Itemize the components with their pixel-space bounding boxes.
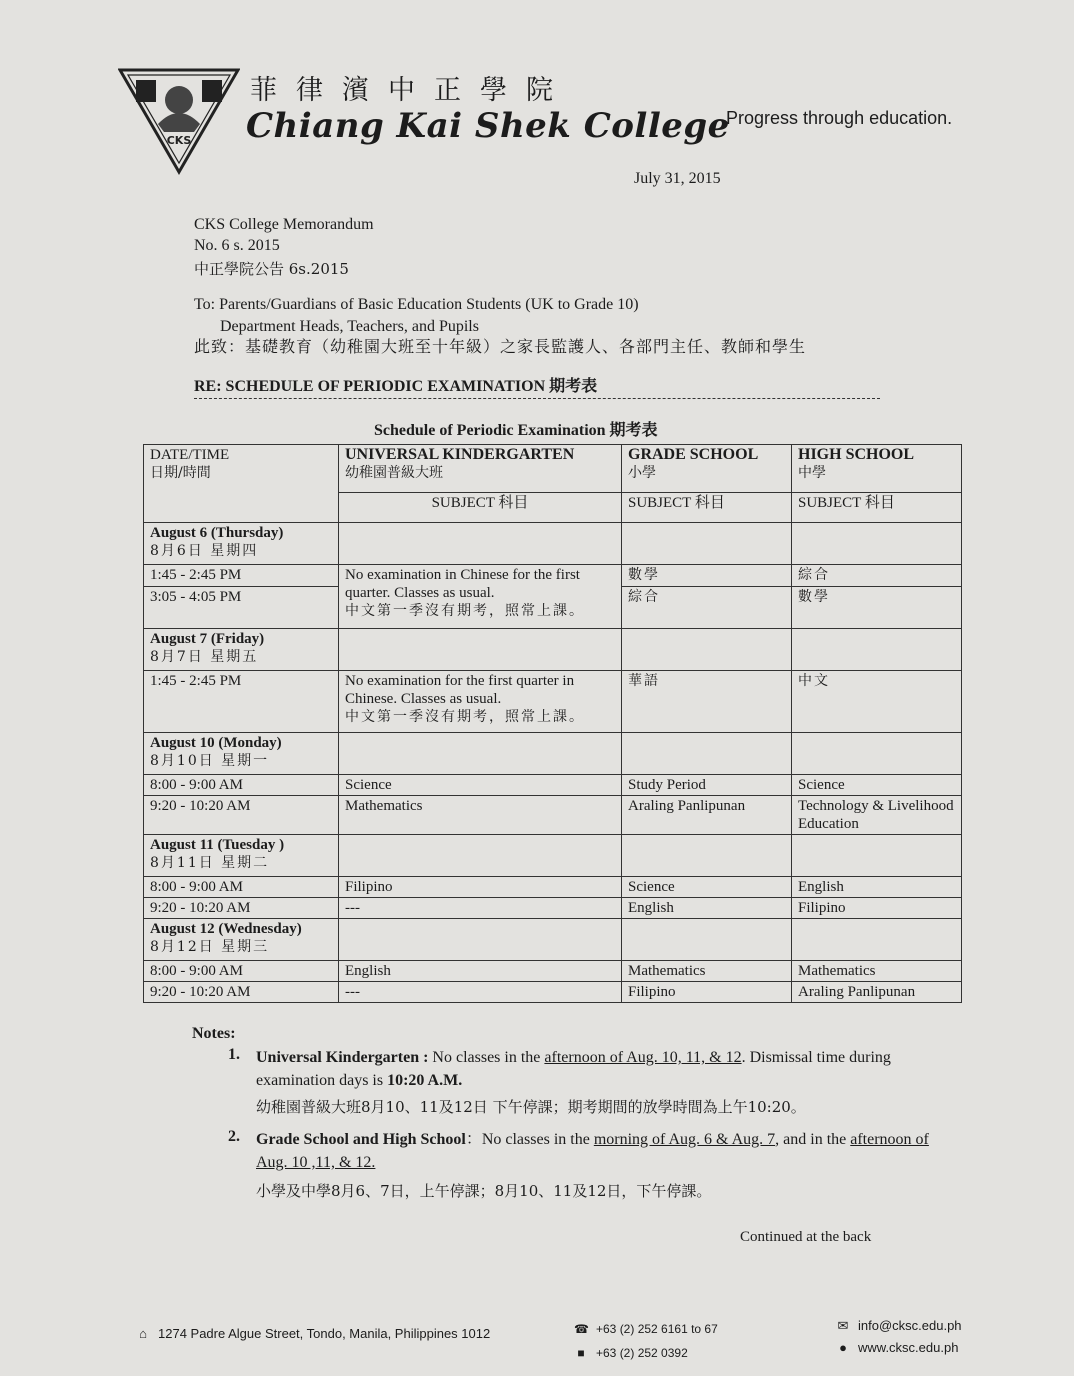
- day-cell: [144, 523, 339, 565]
- subject-cell: Filipino: [339, 877, 622, 898]
- day-label: August 6 (Thursday): [150, 525, 284, 541]
- header-gs-label-cn: 小學: [628, 465, 656, 481]
- header-hs: [792, 445, 962, 493]
- subject-cell: Science: [792, 775, 962, 796]
- table-row: [144, 898, 962, 919]
- table-row: [144, 565, 962, 587]
- exam-schedule-table: [143, 444, 962, 1003]
- header-gs-label: GRADE SCHOOL: [628, 446, 759, 463]
- footer-address-text: 1274 Padre Algue Street, Tondo, Manila, Philippines 1012: [158, 1326, 491, 1341]
- subject-divider: [194, 398, 880, 399]
- header-date-label: DATE/TIME: [150, 447, 230, 463]
- table-row: [144, 523, 962, 565]
- day-label-cn: 8月6日 星期四: [150, 543, 259, 559]
- day-label: August 10 (Monday): [150, 735, 282, 751]
- logo-text: CKS: [166, 134, 192, 147]
- header-gs: [622, 445, 792, 493]
- table-header-row: [144, 445, 962, 493]
- subject-cell: Study Period: [622, 775, 792, 796]
- subject-cell: Araling Panlipunan: [622, 796, 792, 835]
- header-date-time: [144, 445, 339, 523]
- phone-icon: ☎: [574, 1322, 589, 1336]
- note-1-text-a: No classes in the: [428, 1049, 545, 1066]
- time-cell: 8:00 - 9:00 AM: [144, 961, 339, 982]
- table-row: [144, 733, 962, 775]
- day-label: August 7 (Friday): [150, 631, 265, 647]
- header-uk-label-cn: 幼稚園普級大班: [345, 465, 443, 481]
- header-hs-label: HIGH SCHOOL: [798, 446, 915, 463]
- footer-address: [136, 1326, 490, 1341]
- header-uk: [339, 445, 622, 493]
- table-row: [144, 796, 962, 835]
- note-2-underlined-2: afternoon of Aug. 10 ,11, & 12.: [256, 1131, 929, 1171]
- footer-fax: [574, 1346, 688, 1360]
- subject-cell: 綜合: [622, 587, 792, 629]
- uk-note-cn: 中文第一季沒有期考，照常上課。: [345, 709, 585, 725]
- subject-cell: 數學: [622, 565, 792, 587]
- subject-cell: Mathematics: [622, 961, 792, 982]
- school-name-chinese: 菲律濱中正學院: [250, 75, 572, 106]
- memo-title-chinese: 中正學院公告 6s.2015: [194, 260, 349, 278]
- subject-hs: SUBJECT 科目: [792, 493, 962, 523]
- subject-uk: SUBJECT 科目: [339, 493, 622, 523]
- home-icon: ⌂: [139, 1326, 147, 1341]
- note-1-underlined: afternoon of Aug. 10, 11, & 12: [544, 1049, 742, 1066]
- subject-cell: 綜合: [792, 565, 962, 587]
- day-label-cn: 8月12日 星期三: [150, 939, 270, 955]
- school-tagline: Progress through education.: [726, 108, 953, 128]
- memo-subject: RE: SCHEDULE OF PERIODIC EXAMINATION 期考表: [194, 378, 598, 395]
- memo-date: July 31, 2015: [634, 170, 721, 187]
- note-1-chinese: 幼稚園普級大班8月10、11及12日 下午停課；期考期間的放學時間為上午10:20。: [256, 1098, 806, 1116]
- subject-gs: SUBJECT 科目: [622, 493, 792, 523]
- table-row: [144, 671, 962, 733]
- uk-note-cell: [339, 671, 622, 733]
- header-uk-label: UNIVERSAL KINDERGARTEN: [345, 446, 575, 463]
- note-2-text-b: , and in the: [775, 1131, 851, 1148]
- school-logo: [118, 66, 240, 176]
- table-row: [144, 982, 962, 1003]
- day-cell: [144, 733, 339, 775]
- footer-website-text[interactable]: www.cksc.edu.ph: [858, 1340, 959, 1355]
- header-date-label-cn: 日期/時間: [150, 465, 211, 481]
- footer-email-text[interactable]: info@cksc.edu.ph: [858, 1318, 962, 1333]
- note-2-text-a: ：No classes in the: [465, 1131, 594, 1148]
- footer-website[interactable]: [836, 1340, 958, 1355]
- note-2-label: Grade School and High School: [256, 1131, 466, 1148]
- subject-cell: Science: [339, 775, 622, 796]
- note-1-number: 1.: [228, 1046, 240, 1063]
- subject-cell: ---: [339, 898, 622, 919]
- memo-number: No. 6 s. 2015: [194, 237, 280, 254]
- time-cell: 8:00 - 9:00 AM: [144, 877, 339, 898]
- table-row: [144, 919, 962, 961]
- subject-cell: 中文: [792, 671, 962, 733]
- recipients-line-1: To: Parents/Guardians of Basic Education Students (UK to Grade 10): [194, 296, 639, 313]
- note-2-underlined-1: morning of Aug. 6 & Aug. 7: [593, 1131, 776, 1148]
- table-row: [144, 961, 962, 982]
- continued-note: Continued at the back: [740, 1229, 872, 1245]
- memo-title: CKS College Memorandum: [194, 216, 374, 233]
- recipients-line-2: Department Heads, Teachers, and Pupils: [220, 318, 479, 335]
- table-row: [144, 877, 962, 898]
- day-label-cn: 8月10日 星期一: [150, 753, 270, 769]
- subject-cell: Science: [622, 877, 792, 898]
- footer-fax-text: +63 (2) 252 0392: [596, 1346, 688, 1360]
- uk-note: No examination in Chinese for the first quarter. Classes as usual.: [345, 567, 580, 601]
- school-name-english: Chiang Kai Shek College: [246, 106, 730, 146]
- time-cell: 1:45 - 2:45 PM: [144, 671, 339, 733]
- note-1-text-b: . Dismissal time during examination days is: [256, 1049, 891, 1089]
- footer-phone: [574, 1322, 718, 1336]
- uk-note-cell: [339, 565, 622, 629]
- table-row: [144, 835, 962, 877]
- day-label: August 11 (Tuesday ): [150, 837, 285, 853]
- recipients-line-chinese: 此致：基礎教育（幼稚園大班至十年級）之家長監護人、各部門主任、教師和學生: [194, 337, 807, 356]
- subject-cell: ---: [339, 982, 622, 1003]
- subject-cell: Filipino: [622, 982, 792, 1003]
- subject-cell: Filipino: [792, 898, 962, 919]
- uk-note-cn: 中文第一季沒有期考，照常上課。: [345, 603, 585, 619]
- time-cell: 9:20 - 10:20 AM: [144, 898, 339, 919]
- note-1-text: [256, 1046, 936, 1092]
- time-cell: 8:00 - 9:00 AM: [144, 775, 339, 796]
- subject-cell: English: [622, 898, 792, 919]
- time-cell: 3:05 - 4:05 PM: [144, 587, 339, 629]
- footer-email[interactable]: [836, 1318, 962, 1334]
- subject-cell: Araling Panlipunan: [792, 982, 962, 1003]
- note-1-time: 10:20 A.M.: [387, 1072, 463, 1089]
- table-row: [144, 629, 962, 671]
- note-2-text: [256, 1128, 936, 1174]
- day-label: August 12 (Wednesday): [150, 921, 302, 937]
- day-cell: [144, 919, 339, 961]
- table-row: [144, 775, 962, 796]
- envelope-icon: ✉: [837, 1318, 849, 1333]
- subject-cell: Technology & Livelihood Education: [792, 796, 962, 835]
- footer-phone-text: +63 (2) 252 6161 to 67: [596, 1322, 718, 1336]
- subject-cell: English: [339, 961, 622, 982]
- time-cell: 9:20 - 10:20 AM: [144, 982, 339, 1003]
- schedule-title: Schedule of Periodic Examination 期考表: [374, 422, 658, 439]
- subject-cell: 數學: [792, 587, 962, 629]
- header-hs-label-cn: 中學: [798, 465, 826, 481]
- time-cell: 1:45 - 2:45 PM: [144, 565, 339, 587]
- day-label-cn: 8月11日 星期二: [150, 855, 270, 871]
- day-cell: [144, 629, 339, 671]
- fax-icon: ■: [577, 1346, 585, 1360]
- subject-cell: 華語: [622, 671, 792, 733]
- note-2-chinese: 小學及中學8月6、7日，上午停課；8月10、11及12日，下午停課。: [256, 1182, 712, 1200]
- subject-cell: Mathematics: [792, 961, 962, 982]
- note-2-number: 2.: [228, 1128, 240, 1145]
- uk-note: No examination for the first quarter in Chinese. Classes as usual.: [345, 673, 575, 707]
- note-1-label: Universal Kindergarten :: [256, 1049, 429, 1066]
- globe-icon: ●: [839, 1340, 847, 1355]
- subject-cell: English: [792, 877, 962, 898]
- time-cell: 9:20 - 10:20 AM: [144, 796, 339, 835]
- day-cell: [144, 835, 339, 877]
- day-label-cn: 8月7日 星期五: [150, 649, 259, 665]
- notes-heading: Notes:: [192, 1025, 236, 1042]
- subject-cell: Mathematics: [339, 796, 622, 835]
